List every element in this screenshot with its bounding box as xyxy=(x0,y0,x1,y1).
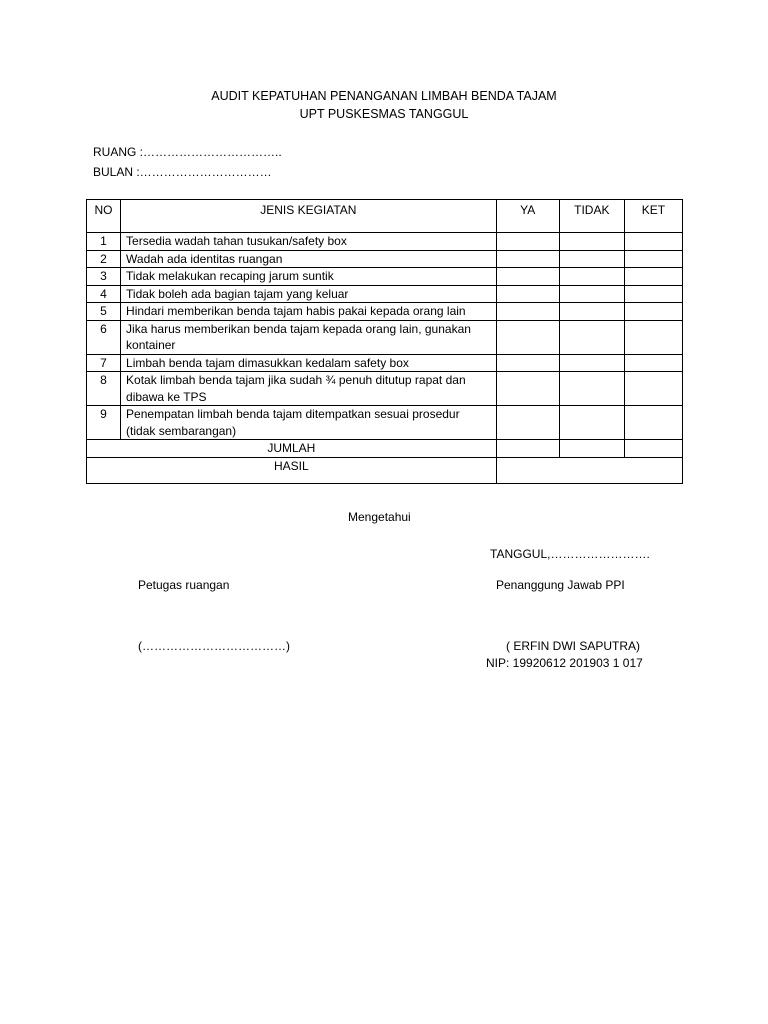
ya-cell[interactable] xyxy=(496,285,559,303)
table-row xyxy=(87,250,683,268)
bulan-field: BULAN :…………………………… xyxy=(93,165,272,179)
row-activity: Kotak limbah benda tajam jika sudah ¾ penuh ditutup rapat dan dibawa ke TPS xyxy=(121,372,497,406)
row-number: 8 xyxy=(87,372,121,406)
ya-cell[interactable] xyxy=(496,268,559,286)
document-subtitle: UPT PUSKESMAS TANGGUL xyxy=(299,107,469,121)
row-activity: Tidak boleh ada bagian tajam yang keluar xyxy=(121,285,497,303)
row-number: 5 xyxy=(87,303,121,321)
header-no: NO xyxy=(87,200,121,233)
jumlah-ya-cell[interactable] xyxy=(496,440,559,458)
tidak-cell[interactable] xyxy=(559,372,624,406)
document-title: AUDIT KEPATUHAN PENANGANAN LIMBAH BENDA TAJAM xyxy=(211,89,557,103)
ya-cell[interactable] xyxy=(496,233,559,251)
ket-cell[interactable] xyxy=(624,285,682,303)
hasil-label: HASIL xyxy=(87,457,497,483)
ya-cell[interactable] xyxy=(496,354,559,372)
ket-cell[interactable] xyxy=(624,233,682,251)
table-row xyxy=(87,372,683,406)
header-ket: KET xyxy=(624,200,682,233)
table-row xyxy=(87,233,683,251)
hasil-row xyxy=(87,457,683,483)
tidak-cell[interactable] xyxy=(559,303,624,321)
ket-cell[interactable] xyxy=(624,303,682,321)
table-row xyxy=(87,268,683,286)
ya-cell[interactable] xyxy=(496,320,559,354)
pj-name: ( ERFIN DWI SAPUTRA) xyxy=(506,639,640,653)
jumlah-ket-cell[interactable] xyxy=(624,440,682,458)
header-ya: YA xyxy=(496,200,559,233)
tidak-cell[interactable] xyxy=(559,250,624,268)
row-number: 1 xyxy=(87,233,121,251)
ket-cell[interactable] xyxy=(624,320,682,354)
tidak-cell[interactable] xyxy=(559,406,624,440)
row-number: 6 xyxy=(87,320,121,354)
jumlah-label: JUMLAH xyxy=(87,440,497,458)
row-activity: Jika harus memberikan benda tajam kepada orang lain, gunakan kontainer xyxy=(121,320,497,354)
row-number: 4 xyxy=(87,285,121,303)
ket-cell[interactable] xyxy=(624,406,682,440)
audit-table xyxy=(86,199,683,484)
tidak-cell[interactable] xyxy=(559,285,624,303)
table-row xyxy=(87,354,683,372)
tidak-cell[interactable] xyxy=(559,233,624,251)
header-tidak: TIDAK xyxy=(559,200,624,233)
tidak-cell[interactable] xyxy=(559,268,624,286)
tanggal-field: TANGGUL,……………………. xyxy=(490,547,650,561)
row-activity: Penempatan limbah benda tajam ditempatkan sesuai prosedur (tidak sembarangan) xyxy=(121,406,497,440)
row-activity: Tersedia wadah tahan tusukan/safety box xyxy=(121,233,497,251)
ket-cell[interactable] xyxy=(624,268,682,286)
ket-cell[interactable] xyxy=(624,354,682,372)
ya-cell[interactable] xyxy=(496,406,559,440)
ket-cell[interactable] xyxy=(624,250,682,268)
ruang-field: RUANG :…………………………….. xyxy=(93,145,282,159)
petugas-label: Petugas ruangan xyxy=(138,578,230,592)
pj-nip: NIP: 19920612 201903 1 017 xyxy=(486,656,643,670)
row-activity: Hindari memberikan benda tajam habis pakai kepada orang lain xyxy=(121,303,497,321)
ya-cell[interactable] xyxy=(496,372,559,406)
table-row xyxy=(87,320,683,354)
table-row xyxy=(87,406,683,440)
row-activity: Limbah benda tajam dimasukkan kedalam safety box xyxy=(121,354,497,372)
row-number: 3 xyxy=(87,268,121,286)
ya-cell[interactable] xyxy=(496,250,559,268)
row-activity: Tidak melakukan recaping jarum suntik xyxy=(121,268,497,286)
table-row xyxy=(87,285,683,303)
tidak-cell[interactable] xyxy=(559,354,624,372)
hasil-value-cell[interactable] xyxy=(496,457,682,483)
jumlah-row xyxy=(87,440,683,458)
penanggung-jawab-label: Penanggung Jawab PPI xyxy=(496,578,625,592)
ya-cell[interactable] xyxy=(496,303,559,321)
tidak-cell[interactable] xyxy=(559,320,624,354)
mengetahui-label: Mengetahui xyxy=(348,510,411,524)
row-activity: Wadah ada identitas ruangan xyxy=(121,250,497,268)
table-header-row xyxy=(87,200,683,233)
petugas-signature-line: (………………………………) xyxy=(138,639,290,653)
jumlah-tidak-cell[interactable] xyxy=(559,440,624,458)
row-number: 9 xyxy=(87,406,121,440)
ket-cell[interactable] xyxy=(624,372,682,406)
row-number: 7 xyxy=(87,354,121,372)
row-number: 2 xyxy=(87,250,121,268)
header-jenis-kegiatan: JENIS KEGIATAN xyxy=(121,200,497,233)
table-row xyxy=(87,303,683,321)
